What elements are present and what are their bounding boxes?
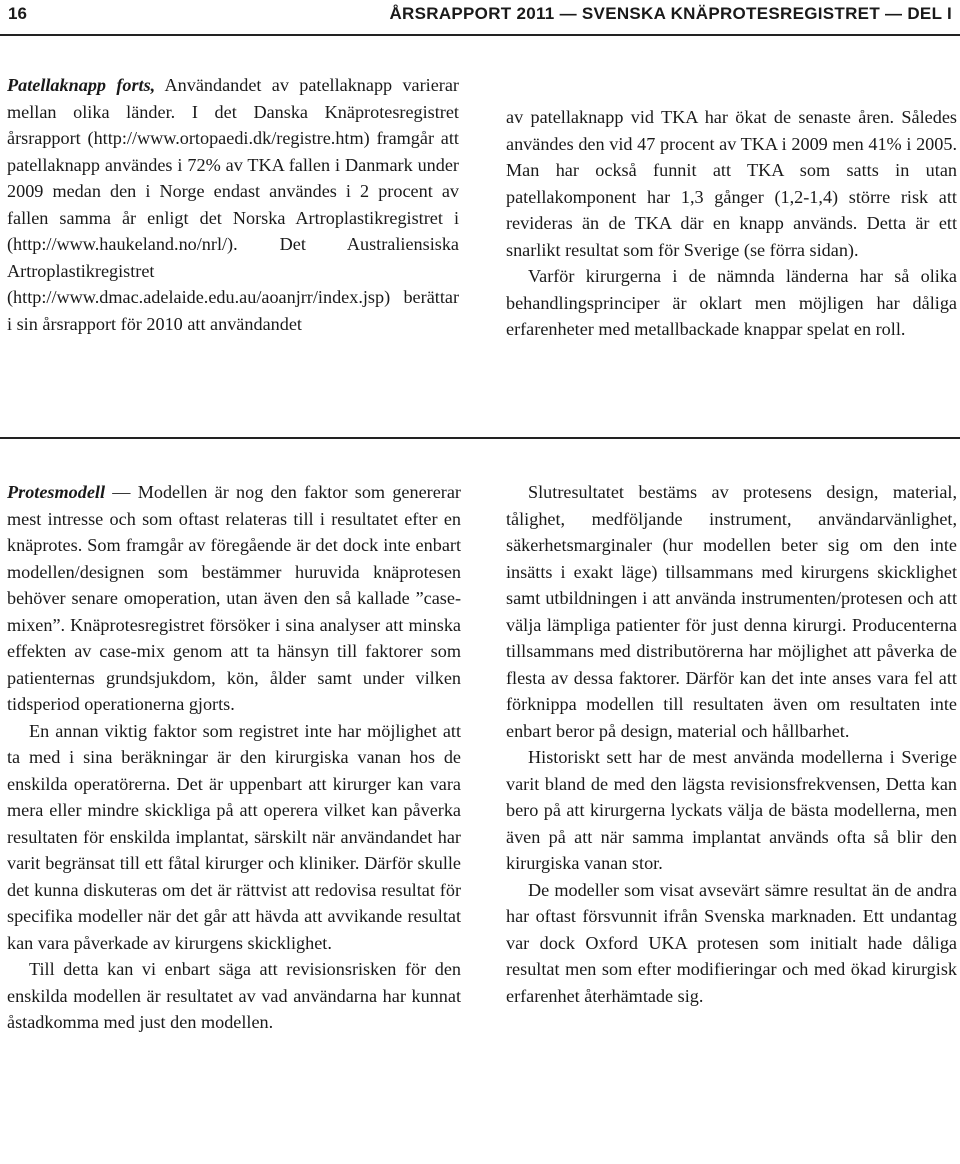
page-header <box>0 0 960 40</box>
paragraph: Slutresultatet bestäms av protesens design, material, tålighet, medföljande instrument, användarvänlighet, säkerhetsmarginaler (hur modellen beter sig om den inte insätts i exakt läge) tillsammans med kirurgens skicklighet samt utbildningen i att använda instrumenten/protesen och att välja lämpliga patienter för just denna kirurgi. Producenterna tillsammans med distributörerna har möjlighet att påverka de flesta av dessa faktorer. Därför kan det inte anses vara fel att förknippa modellen till resultaten även om resultaten inte enbart beror på design, material och hållbarhet. <box>506 482 957 741</box>
paragraph: Historiskt sett har de mest använda modellerna i Sverige varit bland de med den lägsta revisionsfrekvensen, Detta kan bero på att kirurgerna lyckats välja de bästa modellerna, men även på att när samma implantat används ofta så blir den kirurgiska vanan stor. <box>506 747 957 873</box>
paragraph: En annan viktig faktor som registret inte har möjlighet att ta med i sina beräkningar är den kirurgiska vanan hos de enskilda operatörerna. Det är uppenbart att kirurger kan vara mera eller mindre skickliga på att operera vilket kan påverka resultaten för enskilda implantat, särskilt när användandet har varit begränsat till ett fåtal kirurger och kliniker. Därför skulle det kunna diskuteras om det är rättvist att redovisa resultat för specifika modeller när det går att hävda att avvikande resultat kan vara påverkade av kirurgens skicklighet. <box>7 720 461 953</box>
header-rule <box>0 34 960 36</box>
paragraph-text: Användandet av patellaknapp varierar mellan olika länder. I det Danska Knäprotesregistret årsrapport (http://www.ortopaedi.dk/registre.htm) framgår att patellaknapp användes i 72% av TKA fallen i Danmark under 2009 medan den i Norge endast användes i 2 procent av fallen samma år enligt det Norska Artroplastikregistret i (http://www.haukeland.no/nrl/). Det Australiensiska Artroplastikregistret (http://www.dmac.adelaide.edu.au/aoanjrr/index.jsp) berättar i sin årsrapport för 2010 att användandet <box>7 75 459 334</box>
paragraph-text: — Modellen är nog den faktor som genererar mest intresse och som oftast relateras till i resultatet efter en knäprotes. Som framgår av föregående är det dock inte enbart modellen/designen som bestämmer huruvida knäprotesen behöver senare omoperation, utan även den så kallade ”case-mixen”. Knäprotesregistret försöker i sina analyser att minska effekten av case-mix genom att ta hänsyn till faktorer som patienternas grundsjukdom, kön, ålder samt under vilken tidsperiod operationerna gjorts. <box>7 482 461 714</box>
patellaknapp-paragraph <box>7 72 459 337</box>
running-head: ÅRSRAPPORT 2011 — SVENSKA KNÄPROTESREGISTRET — DEL I <box>389 4 952 23</box>
top-right-column <box>506 104 957 343</box>
paragraph: De modeller som visat avsevärt sämre resultat än de andra har oftast försvunnit ifrån Svenska marknaden. Ett undantag var dock Oxford UKA protesen som initialt hade dåliga resultat men som efter modifieringar och med ökad kirurgisk erfarenhet återhämtade sig. <box>506 879 957 1006</box>
section-divider <box>0 437 960 439</box>
section-lead-patellaknapp: Patellaknapp forts, <box>7 75 156 95</box>
bottom-left-column <box>7 479 461 1036</box>
protesmodell-paragraph <box>7 479 461 718</box>
paragraph: av patellaknapp vid TKA har ökat de senaste åren. Således användes den vid 47 procent av TKA i 2009 men 41% i 2005. Man har också funnit att TKA som satts in utan patellakomponent har 1,3 gånger (1,2-1,4) större risk att revideras än de TKA där en knapp används. Detta är ett snarlikt resultat som för Sverige (se förra sidan). <box>506 107 957 260</box>
page-number: 16 <box>8 4 27 23</box>
section-lead-protesmodell: Protesmodell <box>7 482 105 502</box>
paragraph: Varför kirurgerna i de nämnda länderna har så olika behandlingsprinciper är oklart men möjligen har dåliga erfarenheter med metallbackade knappar spelat en roll. <box>506 266 957 339</box>
top-left-column <box>7 72 459 337</box>
paragraph: Till detta kan vi enbart säga att revisionsrisken för den enskilda modellen är resultatet av vad användarna har kunnat åstadkomma med just den modellen. <box>7 959 461 1032</box>
bottom-right-column <box>506 479 957 1009</box>
